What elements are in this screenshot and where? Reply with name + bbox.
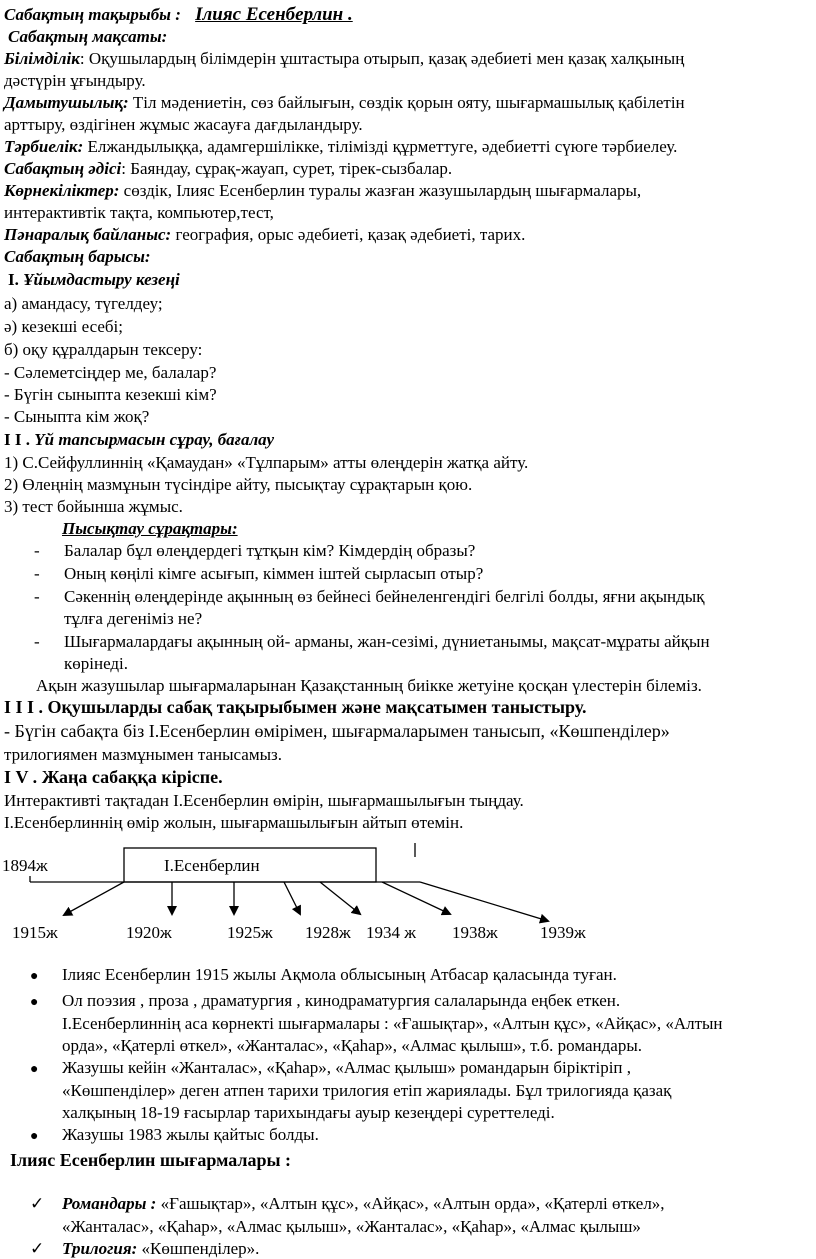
question-text: Шығармалардағы ақынның ой- арманы, жан-сезімі, дүниетанымы, мақсат-мұраты айқын — [64, 632, 710, 651]
stage4-heading: І V . Жаңа сабаққа кіріспе. — [4, 767, 223, 787]
question-text-cont: көрінеді. — [64, 654, 129, 673]
question-dash: - — [34, 587, 40, 606]
works-novels: Романдары : «Ғашықтар», «Алтын құс», «Айқас», «Алтын орда», «Қатерлі өткел», — [62, 1194, 665, 1213]
question-dash: - — [34, 541, 40, 560]
bullet-icon: ● — [30, 1062, 39, 1077]
stage3-line: трилогиямен мазмұнымен танысамыз. — [4, 745, 282, 764]
goal-visuals-cont: интерактивтік тақта, компьютер,тест, — [4, 203, 274, 222]
stage4-line: Интерактивті тақтадан І.Есенберлин өмірін, шығармашылығын тыңдау. — [4, 791, 524, 810]
question-text: Сәкеннің өлеңдерінде ақынның өз бейнесі бейнеленгендігі белгілі болды, яғни ақындық — [64, 587, 705, 606]
goal-method: Сабақтың әдісі: Баяндау, сұрақ-жауап, сурет, тірек-сызбалар. — [4, 159, 453, 178]
timeline-year: 1915ж — [12, 923, 58, 942]
fact-item-cont: орда», «Қатерлі өткел», «Жанталас», «Қаһар», «Алмас қылыш», т.б. романдары. — [62, 1036, 643, 1055]
goals-label: Сабақтың мақсаты: — [8, 27, 168, 46]
timeline-year: 1938ж — [452, 923, 498, 942]
timeline-box-label: І.Есенберлин — [164, 856, 260, 875]
works-novels-cont: «Жанталас», «Қаһар», «Алмас қылыш», «Жанталас», «Қаһар», «Алмас қылыш» — [62, 1217, 641, 1236]
goal-knowledge: Білімділік: Оқушылардың білімдерін ұштастыра отырып, қазақ әдебиеті мен қазақ халқының — [4, 49, 685, 68]
progress-label: Сабақтың барысы: — [4, 247, 151, 266]
stage2-line: 3) тест бойынша жұмыс. — [4, 497, 183, 516]
timeline-year: 1928ж — [305, 923, 351, 942]
question-text: Балалар бұл өлеңдердегі тұтқын кім? Кімдердің образы? — [64, 541, 476, 560]
goal-development-cont: арттыру, өздігінен жұмыс жасауға дағдыландыру. — [4, 115, 363, 134]
timeline-year: 1925ж — [227, 923, 273, 942]
question-dash: - — [34, 564, 40, 583]
fact-item-cont: І.Есенберлиннің аса көрнекті шығармалары : «Ғашықтар», «Алтын құс», «Айқас», «Алтын — [62, 1014, 723, 1033]
fact-item: Жазушы кейін «Жанталас», «Қаһар», «Алмас қылыш» романдарын біріктіріп , — [62, 1058, 632, 1077]
bullet-icon: ● — [30, 995, 39, 1010]
goal-visuals: Көрнекіліктер: сөздік, Ілияс Есенберлин туралы жазған жазушылардың шығармалары, — [4, 181, 642, 200]
stage1-heading: І. Ұйымдастыру кезеңі — [8, 270, 180, 289]
bullet-icon: ● — [30, 969, 39, 984]
timeline-arrow-1934 — [320, 882, 360, 914]
fact-item: Ол поэзия , проза , драматургия , кинодраматургия салаларында еңбек еткен. — [62, 991, 621, 1010]
timeline-year: 1934 ж — [366, 923, 416, 942]
questions-title: Пысықтау сұрақтары: — [62, 519, 238, 538]
goal-interdisciplinary: Пәнаралық байланыс: география, орыс әдебиеті, қазақ әдебиеті, тарих. — [4, 225, 526, 244]
stage1-line: - Сәлеметсіңдер ме, балалар? — [4, 363, 217, 382]
stage4-line: І.Есенберлиннің өмір жолын, шығармашылығын айтып өтемін. — [4, 813, 464, 832]
stage2-line: 2) Өлеңнің мазмұнын түсіндіре айту, пысықтау сұрақтарын қою. — [4, 475, 473, 494]
fact-item-cont: халқының 18-19 ғасырлар тарихындағы ауыр кезеңдері суреттеледі. — [62, 1103, 555, 1122]
question-text: Оның көңілі кімге асығып, кіммен іштей сырласып отыр? — [64, 564, 484, 583]
timeline-arrow-1938 — [382, 882, 450, 914]
stage3-line: - Бүгін сабақта біз І.Есенберлин өмірімен, шығармаларымен танысып, «Көшпенділер» — [4, 721, 670, 741]
bullet-icon: ● — [30, 1129, 39, 1144]
question-text-cont: тұлға дегеніміз не? — [64, 609, 203, 628]
timeline-year: 1939ж — [540, 923, 586, 942]
stage1-line: а) амандасу, түгелдеу; — [4, 294, 163, 313]
fact-item: Ілияс Есенберлин 1915 жылы Ақмола облысының Атбасар қаласында туған. — [62, 965, 617, 984]
stage1-line: - Сыныпта кім жоқ? — [4, 407, 150, 426]
stage2-line: 1) С.Сейфуллиннің «Қамаудан» «Тұлпарым» атты өлеңдерін жатқа айту. — [4, 453, 529, 472]
stage2-heading: І І . Үй тапсырмасын сұрау, бағалау — [4, 430, 274, 449]
works-trilogy: Трилогия: «Көшпенділер». — [62, 1239, 260, 1258]
topic-value: Ілияс Есенберлин . — [195, 4, 353, 25]
stage3-heading: І І І . Оқушыларды сабақ тақырыбымен және мақсатымен таныстыру. — [4, 697, 587, 717]
goal-knowledge-cont: дәстүрін ұғындыру. — [4, 71, 146, 90]
works-title: Ілияс Есенберлин шығармалары : — [10, 1150, 292, 1170]
timeline-arrow-1915 — [64, 882, 124, 915]
stage1-line: б) оқу құралдарын тексеру: — [4, 340, 203, 359]
check-icon: ✓ — [30, 1239, 45, 1258]
stage1-line: ә) кезекші есебі; — [4, 317, 123, 336]
stage2-closing: Ақын жазушылар шығармаларынан Қазақстанның биікке жетуіне қосқан үлестерін білеміз. — [36, 676, 702, 695]
fact-item-cont: «Көшпенділер» деген атпен тарихи трилогия етіп жариялады. Бұл трилогияда қазақ — [62, 1081, 672, 1100]
topic-label: Сабақтың тақырыбы : — [4, 5, 181, 24]
timeline-start-year: 1894ж — [2, 856, 48, 875]
fact-item: Жазушы 1983 жылы қайтыс болды. — [62, 1125, 319, 1144]
timeline-arrow-1939 — [420, 882, 548, 921]
timeline-year: 1920ж — [126, 923, 172, 942]
check-icon: ✓ — [30, 1194, 45, 1213]
question-dash: - — [34, 632, 40, 651]
stage1-line: - Бүгін сыныпта кезекші кім? — [4, 385, 217, 404]
timeline-arrow-1928 — [284, 882, 300, 914]
goal-development: Дамытушылық: Тіл мәдениетін, сөз байлығын, сөздік қорын ояту, шығармашылық қабілетін — [4, 93, 685, 112]
goal-upbringing: Тәрбиелік: Елжандылыққа, адамгершілікке, тілімізді құрметтуге, әдебиетті сүюге тәрбиелеу. — [4, 137, 678, 156]
